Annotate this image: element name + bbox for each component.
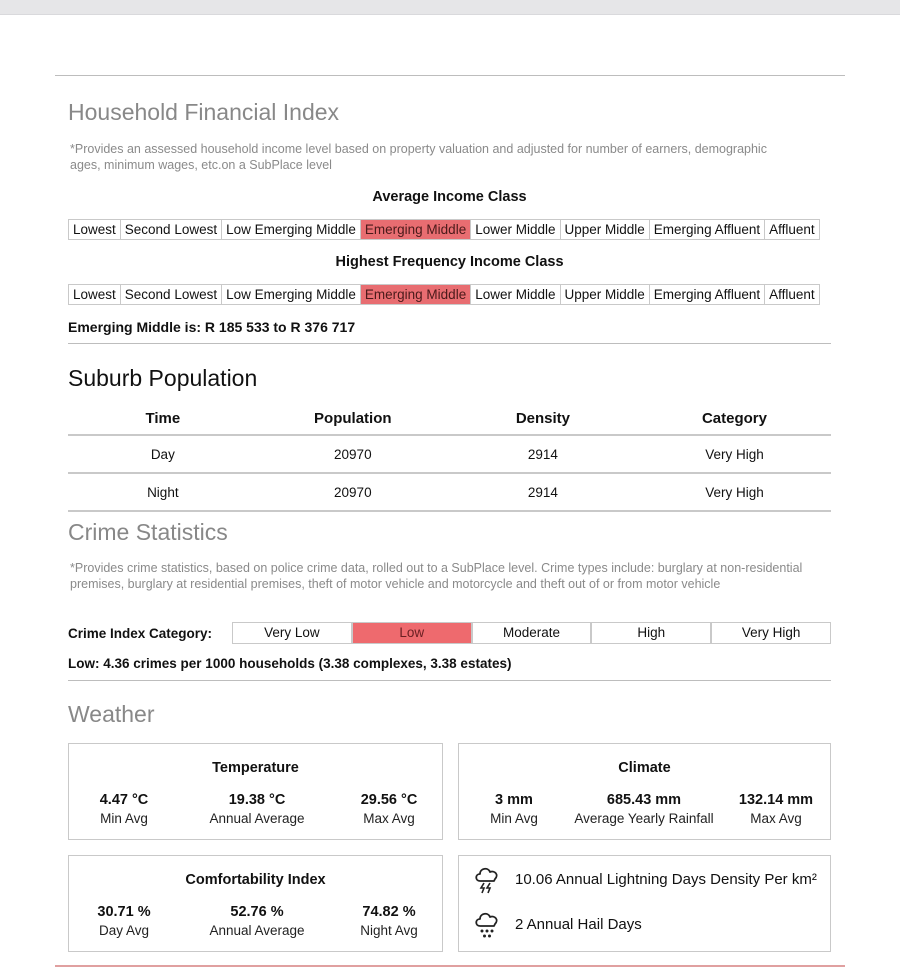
temp-avg-label: Annual Average <box>209 811 305 826</box>
hail-row <box>473 909 642 939</box>
climate-avg <box>564 792 724 826</box>
highest-class-emerging-middle: Emerging Middle <box>360 285 470 304</box>
crime-index-band <box>232 622 831 644</box>
average-class-lower-middle: Lower Middle <box>470 220 559 239</box>
climate-card <box>458 743 831 840</box>
financial-note: *Provides an assessed household income level based on property valuation and adjusted for number of earners, demographic ages, minimum wages, etc.on a SubPlace level <box>70 142 767 172</box>
comfort-avg-value: 52.76 % <box>230 904 284 920</box>
average-class-second-lowest: Second Lowest <box>120 220 221 239</box>
crime-category-low: Low <box>351 623 471 643</box>
comfort-day-label: Day Avg <box>98 923 150 938</box>
climate-max <box>721 792 831 826</box>
header-time: Time <box>68 402 258 435</box>
highest-class-upper-middle: Upper Middle <box>560 285 649 304</box>
hail-text: 2 Annual Hail Days <box>515 915 642 933</box>
cell-category: Very High <box>638 435 831 473</box>
average-class-emerging-affluent: Emerging Affluent <box>649 220 764 239</box>
crime-note: *Provides crime statistics, based on police crime data, rolled out to a SubPlace level. Crime types include: burglary at non-residential premises, burglary at residential premises, theft of motor vehicle and motorcycle and theft out of or from motor vehicle <box>70 561 803 591</box>
highest-class-lower-middle: Lower Middle <box>470 285 559 304</box>
temperature-card <box>68 743 443 840</box>
footer-divider <box>55 965 845 967</box>
comfort-day-value: 30.71 % <box>97 904 151 920</box>
lightning-cloud-icon <box>473 864 501 894</box>
crime-index-row <box>68 622 831 644</box>
average-class-lowest: Lowest <box>73 222 116 237</box>
hazards-card <box>458 855 831 952</box>
header-category: Category <box>638 402 831 435</box>
cell-density: 2914 <box>448 473 638 511</box>
table-row <box>68 435 831 473</box>
comfort-night <box>334 904 444 938</box>
highest-class-emerging-affluent: Emerging Affluent <box>649 285 764 304</box>
comfort-title: Comfortability Index <box>185 872 326 888</box>
crime-category-very-low: Very Low <box>264 625 320 640</box>
cell-category: Very High <box>638 473 831 511</box>
climate-title: Climate <box>618 760 671 776</box>
average-class-low-emerging-middle: Low Emerging Middle <box>221 220 360 239</box>
climate-min-label: Min Avg <box>490 811 538 826</box>
highest-class-low-emerging-middle: Low Emerging Middle <box>221 285 360 304</box>
header-population: Population <box>258 402 448 435</box>
lightning-text: 10.06 Annual Lightning Days Density Per km² <box>515 870 817 888</box>
table-header-row <box>68 402 831 435</box>
comfort-night-label: Night Avg <box>360 923 418 938</box>
cell-population: 20970 <box>258 435 448 473</box>
hail-cloud-icon <box>473 909 501 939</box>
temp-min <box>69 792 179 826</box>
climate-min <box>459 792 569 826</box>
climate-avg-label: Average Yearly Rainfall <box>574 811 714 826</box>
cell-density: 2914 <box>448 435 638 473</box>
comfort-night-value: 74.82 % <box>362 904 416 920</box>
cell-population: 20970 <box>258 473 448 511</box>
divider <box>68 680 831 681</box>
crime-index-label: Crime Index Category: <box>68 625 213 641</box>
table-row <box>68 473 831 511</box>
temp-avg-value: 19.38 °C <box>228 792 286 808</box>
income-summary: Emerging Middle is: R 185 533 to R 376 717 <box>68 319 356 335</box>
temp-min-label: Min Avg <box>100 811 148 826</box>
climate-avg-value: 685.43 mm <box>606 792 682 808</box>
climate-max-label: Max Avg <box>750 811 802 826</box>
browser-top-bar <box>0 0 900 15</box>
lightning-row <box>473 864 817 894</box>
temperature-title: Temperature <box>212 760 299 776</box>
highest-class-affluent: Affluent <box>764 285 819 304</box>
temp-max-value: 29.56 °C <box>360 792 418 808</box>
comfort-card <box>68 855 443 952</box>
average-income-heading: Average Income Class <box>372 189 527 205</box>
highest-income-band <box>68 284 820 305</box>
crime-summary: Low: 4.36 crimes per 1000 households (3.38 complexes, 3.38 estates) <box>68 656 512 671</box>
highest-class-lowest: Lowest <box>73 287 116 302</box>
highest-class-second-lowest: Second Lowest <box>120 285 221 304</box>
average-class-affluent: Affluent <box>764 220 819 239</box>
climate-max-value: 132.14 mm <box>738 792 814 808</box>
financial-title: Household Financial Index <box>68 99 340 125</box>
crime-category-high: High <box>590 623 710 643</box>
divider <box>68 343 831 344</box>
population-title: Suburb Population <box>68 365 258 391</box>
weather-title: Weather <box>68 701 155 727</box>
divider <box>55 75 845 76</box>
temp-max <box>334 792 444 826</box>
population-table <box>68 402 831 512</box>
cell-time: Day <box>68 435 258 473</box>
cell-time: Night <box>68 473 258 511</box>
average-class-upper-middle: Upper Middle <box>560 220 649 239</box>
comfort-avg <box>187 904 327 938</box>
temp-max-label: Max Avg <box>363 811 415 826</box>
crime-title: Crime Statistics <box>68 519 228 545</box>
highest-income-heading: Highest Frequency Income Class <box>335 254 564 270</box>
climate-min-value: 3 mm <box>495 792 533 808</box>
temp-min-value: 4.47 °C <box>99 792 149 808</box>
average-income-band <box>68 219 820 240</box>
comfort-avg-label: Annual Average <box>209 923 305 938</box>
header-density: Density <box>448 402 638 435</box>
crime-category-very-high: Very High <box>710 623 830 643</box>
comfort-day <box>69 904 179 938</box>
temp-avg <box>187 792 327 826</box>
average-class-emerging-middle: Emerging Middle <box>360 220 470 239</box>
crime-category-moderate: Moderate <box>471 623 591 643</box>
